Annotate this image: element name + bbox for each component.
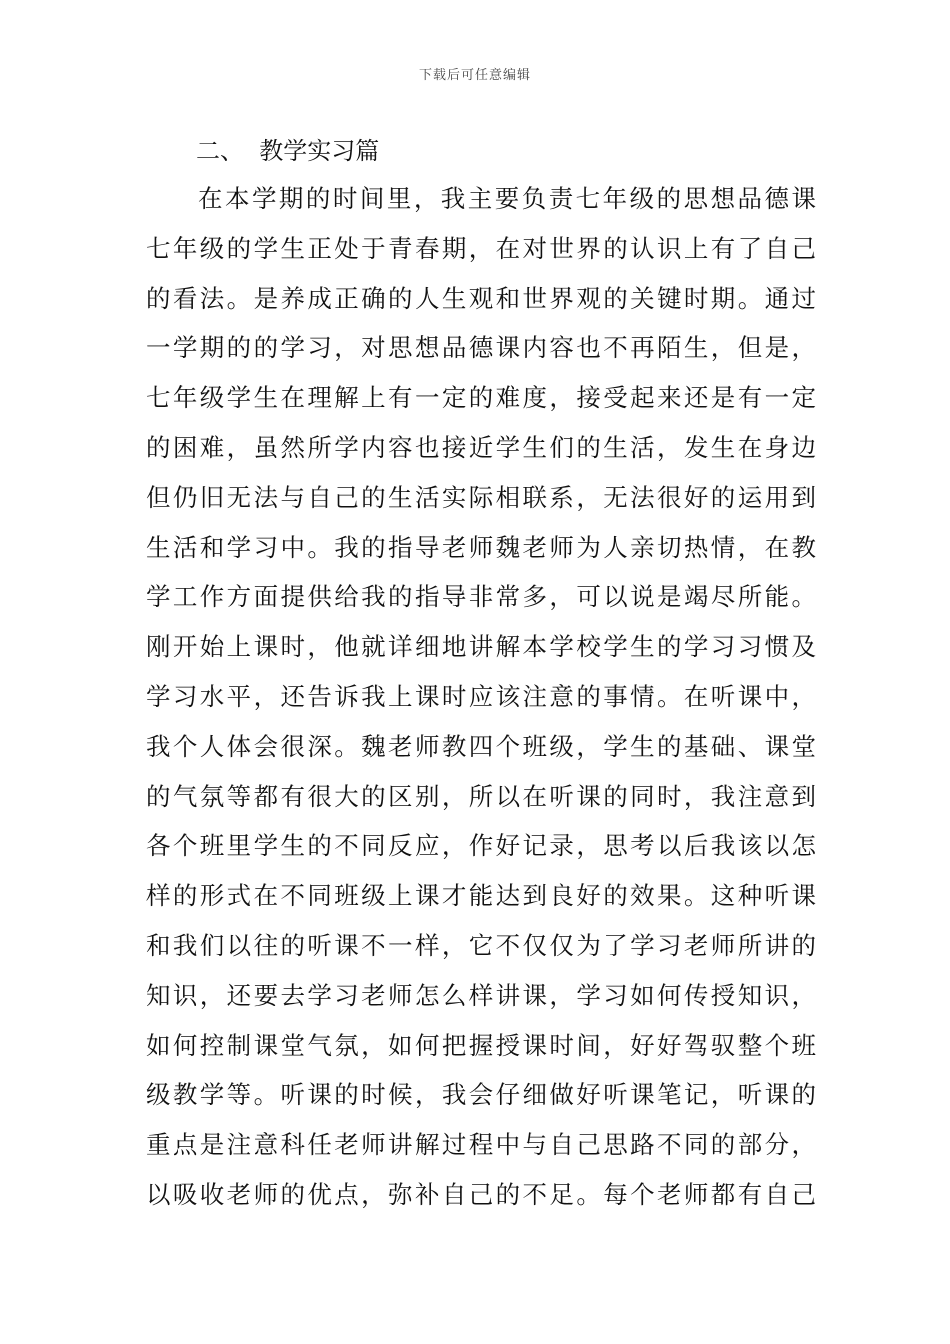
body-line-10: 刚开始上课时，他就详细地讲解本学校学生的学习习惯及 <box>146 632 816 662</box>
body-line-5: 七年级学生在理解上有一定的难度，接受起来还是有一定 <box>146 383 816 413</box>
body-line-17: 知识，还要去学习老师怎么样讲课，学习如何传授知识， <box>146 980 816 1010</box>
body-line-16: 和我们以往的听课不一样，它不仅仅为了学习老师所讲的 <box>146 930 816 960</box>
body-line-8: 生活和学习中。我的指导老师魏老师为人亲切热情，在教 <box>146 532 816 562</box>
body-line-19: 级教学等。听课的时候，我会仔细做好听课笔记，听课的 <box>146 1080 816 1110</box>
body-line-21: 以吸收老师的优点，弥补自己的不足。每个老师都有自己 <box>146 1179 816 1209</box>
body-line-15: 样的形式在不同班级上课才能达到良好的效果。这种听课 <box>146 881 816 911</box>
body-line-18: 如何控制课堂气氛，如何把握授课时间，好好驾驭整个班 <box>146 1030 816 1060</box>
body-line-20: 重点是注意科任老师讲解过程中与自己思路不同的部分， <box>146 1130 816 1160</box>
body-line-3: 的看法。是养成正确的人生观和世界观的关键时期。通过 <box>146 283 816 313</box>
body-line-1: 在本学期的时间里，我主要负责七年级的思想品德课 <box>198 184 816 213</box>
body-line-13: 的气氛等都有很大的区别，所以在听课的同时，我注意到 <box>146 781 816 811</box>
section-heading: 二、 教学实习篇 <box>196 137 380 165</box>
body-line-14: 各个班里学生的不同反应，作好记录，思考以后我该以怎 <box>146 831 816 861</box>
body-line-11: 学习水平，还告诉我上课时应该注意的事情。在听课中， <box>146 681 816 711</box>
body-line-12: 我个人体会很深。魏老师教四个班级，学生的基础、课堂 <box>146 731 816 761</box>
body-text <box>146 182 816 1228</box>
body-line-7: 但仍旧无法与自己的生活实际相联系，无法很好的运用到 <box>146 482 816 512</box>
body-line-4: 一学期的的学习，对思想品德课内容也不再陌生，但是， <box>146 333 816 363</box>
body-line-6: 的困难，虽然所学内容也接近学生们的生活，发生在身边 <box>146 432 816 462</box>
body-line-9: 学工作方面提供给我的指导非常多，可以说是竭尽所能。 <box>146 582 816 612</box>
body-line-2: 七年级的学生正处于青春期，在对世界的认识上有了自己 <box>146 233 816 263</box>
page-header: 下载后可任意编辑 <box>418 68 531 83</box>
